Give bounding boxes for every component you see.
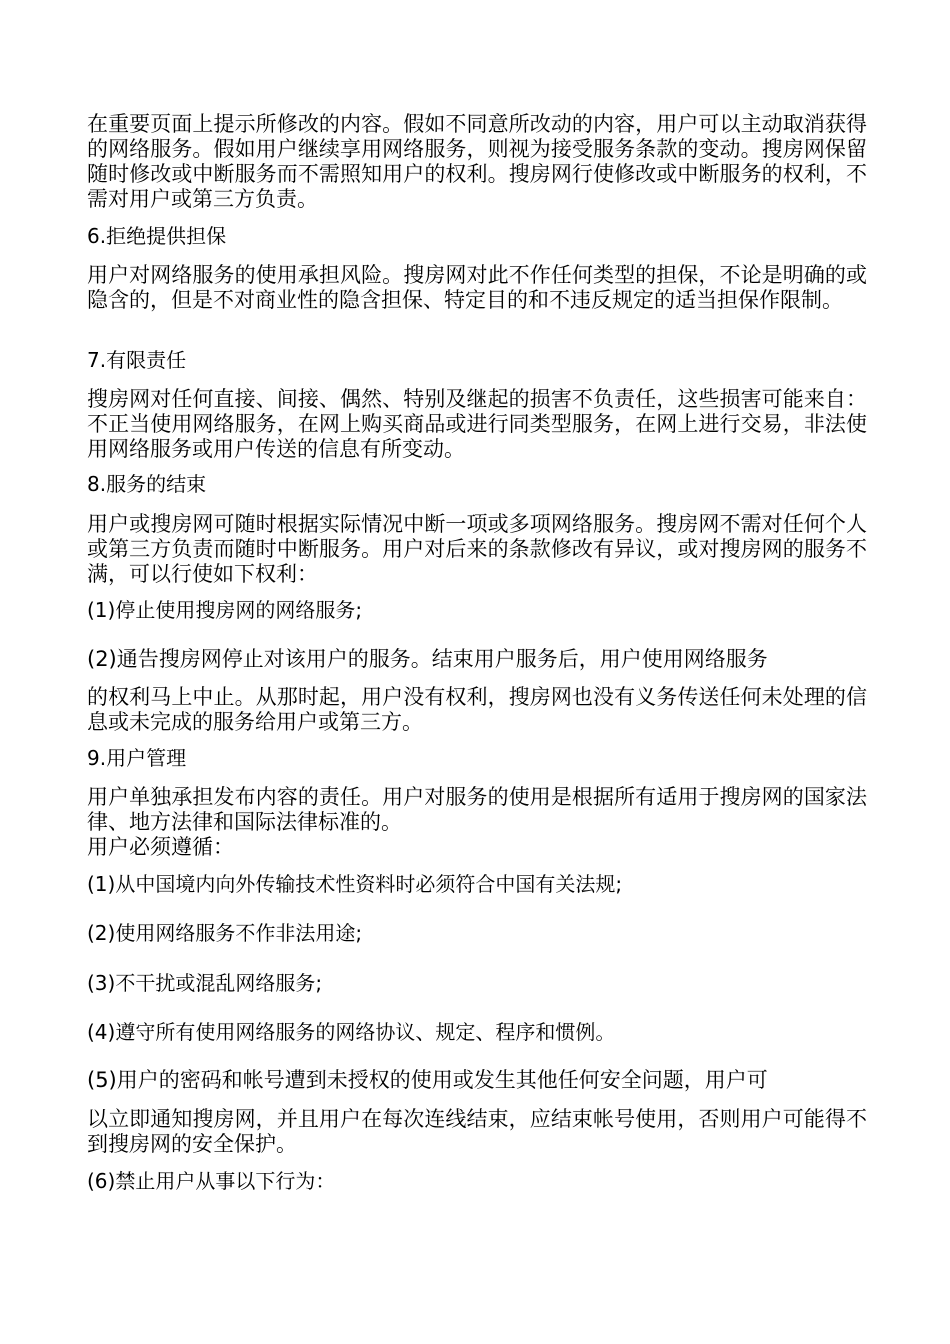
list-item-8-2-line1: (2)通告搜房网停止对该用户的服务。结束用户服务后，用户使用网络服务 (87, 647, 768, 671)
list-item-8-1: (1)停止使用搜房网的网络服务; (87, 598, 363, 622)
paragraph-must-follow: 用户必须遵循： (87, 835, 234, 859)
list-item-9-5-continued: 以立即通知搜房网，并且用户在每次连线结束，应结束帐号使用，否则用户可能得不到搜房网的安全保护。 (87, 1107, 867, 1156)
paragraph-section-9: 用户单独承担发布内容的责任。用户对服务的使用是根据所有适用于搜房网的国家法律、地方法律和国际法律标准的。 (87, 785, 867, 834)
paragraph-intro: 在重要页面上提示所修改的内容。假如不同意所改动的内容，用户可以主动取消获得的网络服务。假如用户继续享用网络服务，则视为接受服务条款的变动。搜房网保留随时修改或中断服务而不需照知用户的权利。搜房网行使修改或中断服务的权利，不需对用户或第三方负责。 (87, 112, 867, 211)
heading-section-7: 7.有限责任 (87, 348, 187, 372)
list-item-9-2: (2)使用网络服务不作非法用途; (87, 921, 363, 945)
list-item-9-4: (4)遵守所有使用网络服务的网络协议、规定、程序和惯例。 (87, 1020, 616, 1044)
list-item-9-1: (1)从中国境内向外传输技术性资料时必须符合中国有关法规; (87, 872, 623, 896)
paragraph-section-8: 用户或搜房网可随时根据实际情况中断一项或多项网络服务。搜房网不需对任何个人或第三方负责而随时中断服务。用户对后来的条款修改有异议，或对搜房网的服务不满，可以行使如下权利： (87, 512, 867, 586)
paragraph-section-6: 用户对网络服务的使用承担风险。搜房网对此不作任何类型的担保，不论是明确的或隐含的，但是不对商业性的隐含担保、特定目的和不违反规定的适当担保作限制。 (87, 263, 867, 312)
list-item-9-5-line1: (5)用户的密码和帐号遭到未授权的使用或发生其他任何安全问题，用户可 (87, 1068, 768, 1092)
heading-section-6: 6.拒绝提供担保 (87, 224, 227, 248)
paragraph-section-7: 搜房网对任何直接、间接、偶然、特别及继起的损害不负责任，这些损害可能来自：不正当使用网络服务，在网上购买商品或进行同类型服务，在网上进行交易，非法使用网络服务或用户传送的信息有所变动。 (87, 387, 867, 461)
list-item-9-3: (3)不干扰或混乱网络服务; (87, 971, 323, 995)
heading-section-9: 9.用户管理 (87, 746, 187, 770)
heading-section-8: 8.服务的结束 (87, 472, 207, 496)
list-item-9-6: (6)禁止用户从事以下行为： (87, 1169, 336, 1193)
list-item-8-2-continued: 的权利马上中止。从那时起，用户没有权利，搜房网也没有义务传送任何未处理的信息或未完成的服务给用户或第三方。 (87, 685, 867, 734)
